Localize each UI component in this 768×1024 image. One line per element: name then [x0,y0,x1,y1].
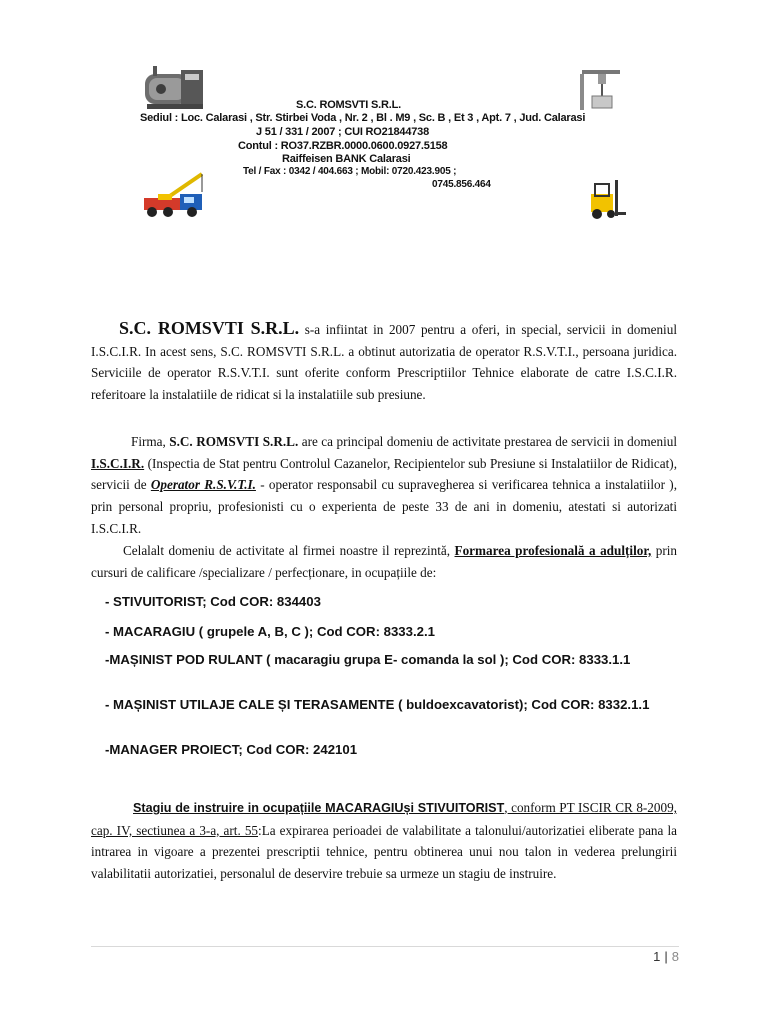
instruction-paragraph [91,797,677,885]
forklift-icon [583,176,627,222]
p2-company: S.C. ROMSVTI S.R.L. [169,434,299,449]
letterhead-registration: J 51 / 331 / 2007 ; CUI RO21844738 [256,126,429,138]
training-highlight: Formarea profesională a adulților, [454,543,652,558]
intro-paragraph [91,318,677,406]
p2-text-1: Firma, [131,434,170,449]
letterhead-phone: Tel / Fax : 0342 / 404.663 ; Mobil: 0720.423.905 ; [243,166,457,177]
regulation-reference: conform PT ISCIR CR 8-2009, cap. IV, sectiunea a 3-a, art. 55 [91,800,677,838]
letterhead-bank: Raiffeisen BANK Calarasi [282,153,411,165]
p2-text-2: are ca principal domeniu de activitate prestarea de servicii in domeniul [298,434,677,449]
p4-comma: , [504,800,508,815]
p2-text-3: (Inspectia de Stat pentru Controlul Cazanelor, Recipientelor sub Presiune si Instalatiilor de Ridicat), servicii de [91,455,677,493]
current-page: 1 [653,949,661,964]
p2-text-4: - operator responsabil cu supravegherea si verificarea tehnica a instalatiilor ), prin personal propriu, profesionisti cu o experienta de peste 33 de ani in domeniu, atestati si autorizati I.S.C.I.R. [91,477,677,536]
letterhead-phone2: 0745.856.464 [432,179,491,190]
letterhead-account: Contul : RO37.RZBR.0000.0600.0927.5158 [238,140,448,152]
crane-truck-icon [140,170,212,222]
occupation-item: - MACARAGIU ( grupele A, B, C ); Cod COR: 8333.2.1 [105,624,435,639]
letterhead-company: S.C. ROMSVTI S.R.L. [296,99,401,111]
operator-label: Operator R.S.V.T.I. [150,477,256,493]
occupation-item: - STIVUITORIST; Cod COR: 834403 [105,594,321,609]
company-name: S.C. ROMSVTI S.R.L. [119,318,300,338]
occupation-item: -MANAGER PROIECT; Cod COR: 242101 [105,742,358,757]
iscir-label: I.S.C.I.R. [91,455,145,471]
activity-paragraph [91,431,677,540]
p3-text-2: prin cursuri de calificare /specializare / perfecționare, in ocupațiile de: [91,543,677,580]
total-pages: 8 [671,949,679,964]
letterhead-address: Sediul : Loc. Calarasi , Str. Stirbei Voda , Nr. 2 , Bl . M9 , Sc. B , Et 3 , Apt. 7 , Jud. Calarasi [140,112,586,124]
p3-text-1: Celalalt domeniu de activitate al firmei noastre il reprezintă, [123,543,455,558]
overhead-hoist-icon [578,68,624,112]
intro-text: s-a infiintat in 2007 pentru a oferi, in special, servicii in domeniul I.S.C.I.R. In acest sens, S.C. ROMSVTI S.R.L. a obtinut autorizatia de operator R.S.V.T.I., persoana juridica. Serviciile de operator R.S.V.T.I. sunt oferite conform Prescriptiilor Tehnice elaborate de catre I.S.C.I.R. referitoare la instalatiile de ridicat si la instalatiile sub presiune. [91,322,677,403]
boiler-icon [139,64,209,114]
instruction-heading: Stagiu de instruire in ocupațiile MACARAGIUși STIVUITORIST [133,801,505,815]
page-separator: | [664,949,668,964]
training-paragraph [91,540,677,583]
footer-divider [91,946,679,947]
occupation-item: -MAȘINIST POD RULANT ( macaragiu grupa E- comanda la sol ); Cod COR: 8333.1.1 [105,652,631,667]
page-number [653,949,679,964]
p4-text: :La expirarea perioadei de valabilitate a talonului/autorizatiei eliberate pana la intrarea in vigoare a prezentei prescriptii tehnice, pentru obtinerea unui nou talon in vederea prelungirii valabilitatii autorizatiei, personalul de deservire trebuie sa urmeze un stagiu de instruire. [91,822,677,882]
occupation-item: - MAȘINIST UTILAJE CALE ȘI TERASAMENTE ( buldoexcavatorist); Cod COR: 8332.1.1 [105,697,650,712]
